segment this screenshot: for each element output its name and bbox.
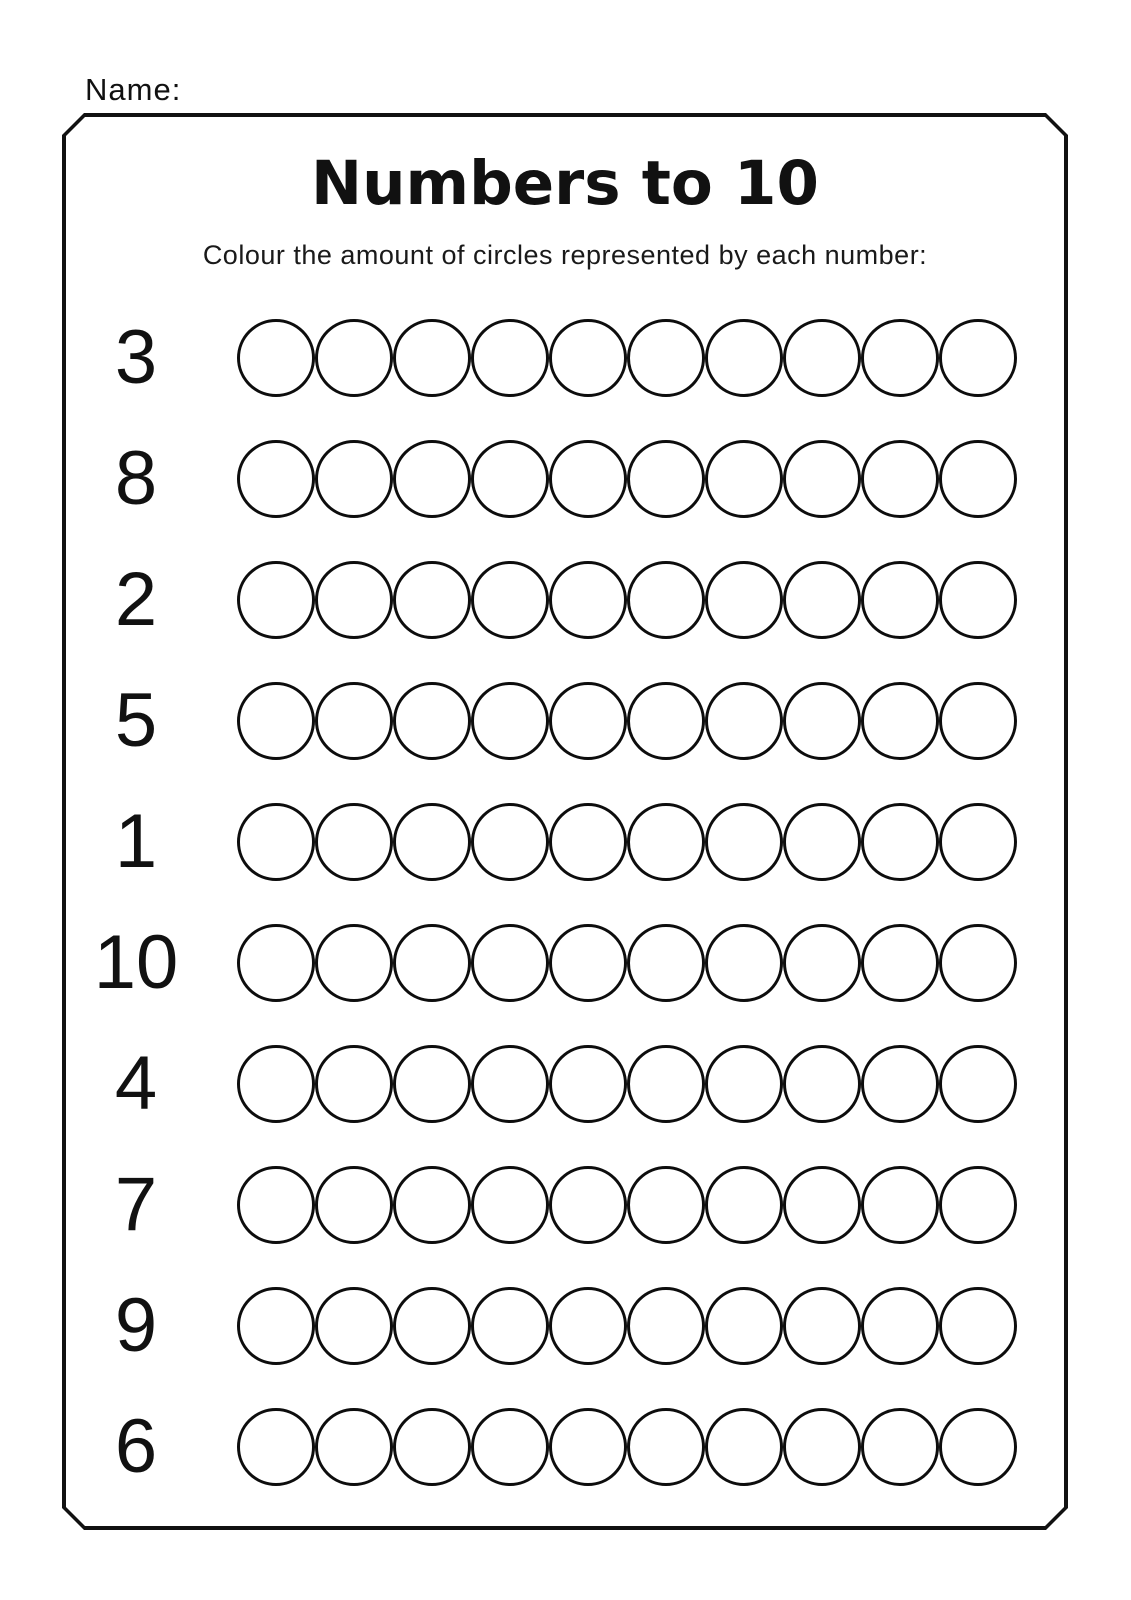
colourable-circle[interactable] — [549, 803, 627, 881]
page-title: Numbers to 10 — [311, 148, 819, 219]
colourable-circle[interactable] — [237, 1408, 315, 1486]
colourable-circle[interactable] — [861, 924, 939, 1002]
colourable-circle[interactable] — [471, 561, 549, 639]
name-row — [85, 66, 601, 108]
colourable-circle[interactable] — [627, 1287, 705, 1365]
colourable-circle[interactable] — [705, 440, 783, 518]
circles-strip — [237, 561, 1017, 639]
colourable-circle[interactable] — [549, 440, 627, 518]
number-row — [62, 781, 1068, 902]
circles-strip — [237, 440, 1017, 518]
colourable-circle[interactable] — [627, 924, 705, 1002]
colourable-circle[interactable] — [315, 1408, 393, 1486]
colourable-circle[interactable] — [315, 319, 393, 397]
colourable-circle[interactable] — [549, 1408, 627, 1486]
colourable-circle[interactable] — [783, 803, 861, 881]
colourable-circle[interactable] — [705, 924, 783, 1002]
colourable-circle[interactable] — [315, 682, 393, 760]
row-number-label: 6 — [114, 1403, 158, 1489]
row-number-label: 10 — [93, 919, 179, 1005]
colourable-circle[interactable] — [627, 803, 705, 881]
colourable-circle[interactable] — [315, 561, 393, 639]
colourable-circle[interactable] — [783, 682, 861, 760]
colourable-circle[interactable] — [783, 924, 861, 1002]
number-row — [62, 539, 1068, 660]
colourable-circle[interactable] — [705, 1408, 783, 1486]
colourable-circle[interactable] — [861, 319, 939, 397]
colourable-circle[interactable] — [627, 1045, 705, 1123]
colourable-circle[interactable] — [861, 1045, 939, 1123]
colourable-circle[interactable] — [939, 682, 1017, 760]
worksheet-content — [62, 113, 1068, 1530]
circles-strip — [237, 924, 1017, 1002]
colourable-circle[interactable] — [393, 1408, 471, 1486]
colourable-circle[interactable] — [237, 1287, 315, 1365]
row-number-label: 8 — [114, 435, 158, 521]
colourable-circle[interactable] — [705, 1166, 783, 1244]
colourable-circle[interactable] — [393, 1045, 471, 1123]
colourable-circle[interactable] — [939, 1287, 1017, 1365]
colourable-circle[interactable] — [471, 682, 549, 760]
colourable-circle[interactable] — [783, 1408, 861, 1486]
circles-strip — [237, 1045, 1017, 1123]
colourable-circle[interactable] — [237, 924, 315, 1002]
colourable-circle[interactable] — [237, 561, 315, 639]
circles-strip — [237, 1287, 1017, 1365]
colourable-circle[interactable] — [861, 1408, 939, 1486]
colourable-circle[interactable] — [549, 1166, 627, 1244]
number-row — [62, 297, 1068, 418]
colourable-circle[interactable] — [783, 1166, 861, 1244]
colourable-circle[interactable] — [315, 803, 393, 881]
colourable-circle[interactable] — [471, 924, 549, 1002]
colourable-circle[interactable] — [237, 440, 315, 518]
row-number-label: 5 — [114, 677, 158, 763]
colourable-circle[interactable] — [393, 803, 471, 881]
colourable-circle[interactable] — [783, 561, 861, 639]
row-number-label: 3 — [114, 314, 158, 400]
colourable-circle[interactable] — [315, 924, 393, 1002]
colourable-circle[interactable] — [861, 1287, 939, 1365]
colourable-circle[interactable] — [939, 924, 1017, 1002]
rows-container — [62, 297, 1068, 1507]
colourable-circle[interactable] — [549, 1287, 627, 1365]
colourable-circle[interactable] — [315, 1045, 393, 1123]
number-row — [62, 418, 1068, 539]
colourable-circle[interactable] — [705, 1045, 783, 1123]
colourable-circle[interactable] — [783, 440, 861, 518]
row-number-label: 7 — [114, 1161, 158, 1247]
colourable-circle[interactable] — [315, 1287, 393, 1365]
number-row — [62, 1144, 1068, 1265]
colourable-circle[interactable] — [393, 440, 471, 518]
colourable-circle[interactable] — [393, 1287, 471, 1365]
colourable-circle[interactable] — [549, 682, 627, 760]
colourable-circle[interactable] — [939, 1045, 1017, 1123]
colourable-circle[interactable] — [237, 1166, 315, 1244]
colourable-circle[interactable] — [939, 319, 1017, 397]
colourable-circle[interactable] — [939, 561, 1017, 639]
number-row — [62, 660, 1068, 781]
colourable-circle[interactable] — [705, 682, 783, 760]
colourable-circle[interactable] — [549, 924, 627, 1002]
number-row — [62, 1023, 1068, 1144]
circles-strip — [237, 1166, 1017, 1244]
row-number-label: 4 — [114, 1040, 158, 1126]
colourable-circle[interactable] — [471, 1166, 549, 1244]
colourable-circle[interactable] — [861, 1166, 939, 1244]
colourable-circle[interactable] — [861, 561, 939, 639]
colourable-circle[interactable] — [237, 319, 315, 397]
colourable-circle[interactable] — [627, 682, 705, 760]
colourable-circle[interactable] — [471, 319, 549, 397]
colourable-circle[interactable] — [549, 1045, 627, 1123]
colourable-circle[interactable] — [237, 803, 315, 881]
colourable-circle[interactable] — [393, 319, 471, 397]
colourable-circle[interactable] — [393, 561, 471, 639]
colourable-circle[interactable] — [939, 803, 1017, 881]
colourable-circle[interactable] — [237, 1045, 315, 1123]
colourable-circle[interactable] — [705, 1287, 783, 1365]
colourable-circle[interactable] — [939, 1166, 1017, 1244]
colourable-circle[interactable] — [393, 682, 471, 760]
colourable-circle[interactable] — [939, 1408, 1017, 1486]
instructions-text: Colour the amount of circles represented by each number: — [202, 240, 928, 270]
circles-strip — [237, 803, 1017, 881]
name-write-area[interactable] — [181, 66, 601, 100]
colourable-circle[interactable] — [393, 1166, 471, 1244]
name-label: Name: — [85, 72, 182, 107]
colourable-circle[interactable] — [861, 682, 939, 760]
colourable-circle[interactable] — [315, 440, 393, 518]
colourable-circle[interactable] — [627, 319, 705, 397]
colourable-circle[interactable] — [861, 803, 939, 881]
colourable-circle[interactable] — [783, 319, 861, 397]
colourable-circle[interactable] — [783, 1045, 861, 1123]
colourable-circle[interactable] — [237, 682, 315, 760]
colourable-circle[interactable] — [549, 561, 627, 639]
circles-strip — [237, 682, 1017, 760]
row-number-label: 9 — [114, 1282, 158, 1368]
colourable-circle[interactable] — [471, 440, 549, 518]
colourable-circle[interactable] — [549, 319, 627, 397]
colourable-circle[interactable] — [627, 1166, 705, 1244]
colourable-circle[interactable] — [627, 1408, 705, 1486]
colourable-circle[interactable] — [471, 803, 549, 881]
circles-strip — [237, 1408, 1017, 1486]
colourable-circle[interactable] — [627, 440, 705, 518]
colourable-circle[interactable] — [861, 440, 939, 518]
circles-strip — [237, 319, 1017, 397]
colourable-circle[interactable] — [315, 1166, 393, 1244]
colourable-circle[interactable] — [705, 319, 783, 397]
colourable-circle[interactable] — [471, 1045, 549, 1123]
colourable-circle[interactable] — [627, 561, 705, 639]
colourable-circle[interactable] — [705, 561, 783, 639]
number-row — [62, 1265, 1068, 1386]
colourable-circle[interactable] — [471, 1408, 549, 1486]
row-number-label: 2 — [114, 556, 158, 642]
colourable-circle[interactable] — [783, 1287, 861, 1365]
colourable-circle[interactable] — [705, 803, 783, 881]
colourable-circle[interactable] — [393, 924, 471, 1002]
number-row — [62, 1386, 1068, 1507]
colourable-circle[interactable] — [471, 1287, 549, 1365]
row-number-label: 1 — [114, 798, 158, 884]
colourable-circle[interactable] — [939, 440, 1017, 518]
number-row — [62, 902, 1068, 1023]
